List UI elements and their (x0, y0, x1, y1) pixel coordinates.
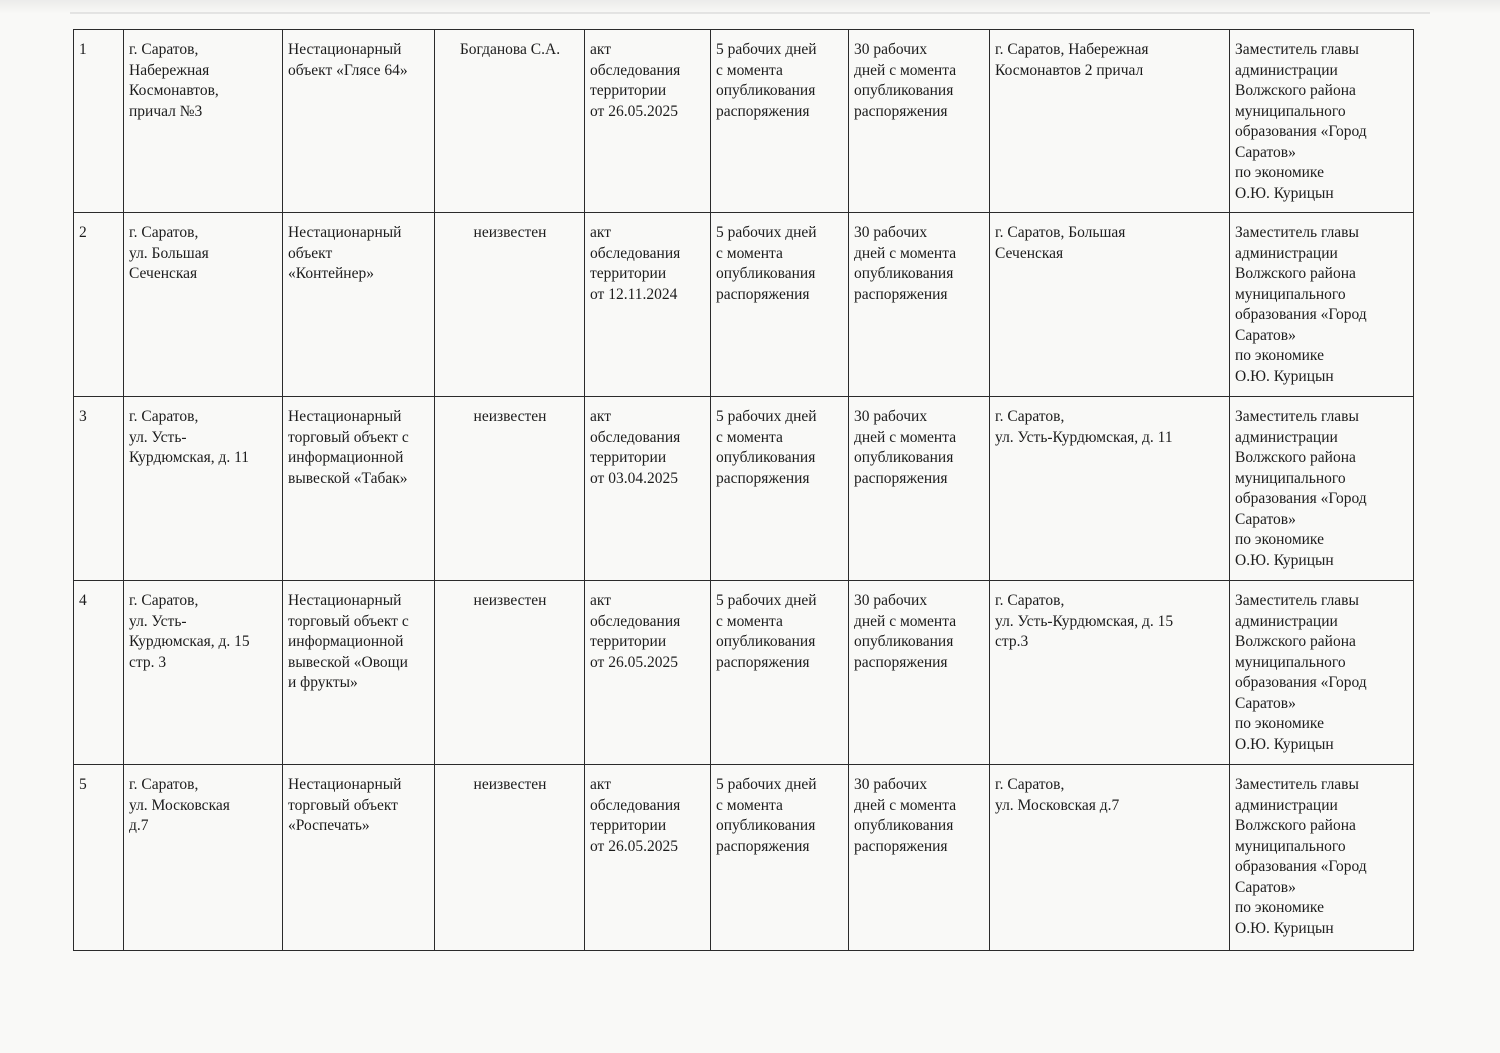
cell-term-removal (849, 213, 990, 397)
cell-location (124, 765, 283, 951)
cell-responsible (1230, 30, 1414, 213)
cell-location (124, 213, 283, 397)
text-line: дней с момента (854, 244, 957, 262)
text-line: ул. Усть-Курдюмская, д. 15 (995, 612, 1174, 630)
cell-basis (585, 213, 711, 397)
text-line: муниципального (1235, 102, 1346, 120)
text-line: информационной (288, 449, 404, 466)
text-line: с момента (716, 428, 783, 446)
text-line: по экономике (1235, 531, 1324, 548)
table-row (74, 581, 1414, 765)
text-line: территории (590, 817, 667, 834)
table-body (74, 30, 1414, 951)
text-line: территории (590, 449, 667, 466)
text-line: от 26.05.2025 (590, 653, 678, 671)
cell-responsible (1230, 581, 1414, 765)
cell-term-voluntary (711, 213, 849, 397)
text-line: от 26.05.2025 (590, 102, 678, 120)
text-line: ул. Московская д.7 (995, 796, 1120, 814)
text-line: по экономике (1235, 164, 1324, 181)
text-line: г. Саратов, (129, 592, 199, 609)
text-line: распоряжения (854, 837, 948, 855)
cell-responsible (1230, 397, 1414, 581)
text-line: торговый объект с (288, 428, 409, 446)
cell-object (283, 765, 435, 951)
cell-term-removal (849, 30, 990, 213)
cell-location (124, 397, 283, 581)
text-line: распоряжения (854, 469, 948, 487)
text-line: администрации (1235, 244, 1338, 262)
text-line: вывеской «Овощи (288, 653, 408, 671)
cell-storage-location (990, 30, 1230, 213)
text-line: Заместитель главы (1235, 41, 1359, 58)
text-line: ул. Усть- (129, 428, 187, 446)
text-line: администрации (1235, 61, 1338, 79)
text-line: 5 рабочих дней (716, 224, 817, 241)
text-line: опубликования (854, 82, 954, 99)
cell-number: 1 (74, 30, 124, 213)
text-line: дней с момента (854, 612, 957, 630)
text-line: администрации (1235, 796, 1338, 814)
cell-storage-location (990, 397, 1230, 581)
cell-basis (585, 765, 711, 951)
text-line: образования «Город (1235, 123, 1367, 140)
text-line: Нестационарный (288, 592, 402, 609)
text-line: Волжского района (1235, 817, 1356, 834)
text-line: от 26.05.2025 (590, 837, 678, 855)
text-line: Саратов» (1235, 510, 1296, 528)
text-line: торговый объект с (288, 612, 409, 630)
text-line: д.7 (129, 817, 149, 834)
text-line: дней с момента (854, 428, 957, 446)
text-line: Нестационарный (288, 41, 402, 58)
text-line: с момента (716, 244, 783, 262)
text-line: причал №3 (129, 102, 203, 120)
cell-term-removal (849, 765, 990, 951)
text-line: Набережная (129, 61, 210, 79)
text-line: Нестационарный (288, 776, 402, 793)
text-line: опубликования (716, 82, 816, 99)
text-line: акт (590, 408, 611, 425)
text-line: Заместитель главы (1235, 224, 1359, 241)
text-line: Курдюмская, д. 15 (129, 633, 250, 650)
objects-register-table (73, 29, 1414, 951)
text-line: вывеской «Табак» (288, 469, 408, 487)
text-line: опубликования (716, 265, 816, 282)
scan-artifact-line (70, 12, 1430, 14)
text-line: 5 рабочих дней (716, 408, 817, 425)
text-line: распоряжения (716, 837, 810, 855)
cell-term-voluntary (711, 581, 849, 765)
cell-number: 5 (74, 765, 124, 951)
text-line: «Роспечать» (288, 817, 370, 834)
text-line: 30 рабочих (854, 776, 928, 793)
text-line: территории (590, 633, 667, 650)
text-line: обследования (590, 244, 681, 262)
text-line: распоряжения (854, 285, 948, 303)
text-line: информационной (288, 633, 404, 650)
text-line: Волжского района (1235, 633, 1356, 650)
table-row (74, 397, 1414, 581)
cell-number: 3 (74, 397, 124, 581)
text-line: опубликования (854, 633, 954, 650)
text-line: с момента (716, 61, 783, 79)
text-line: муниципального (1235, 653, 1346, 671)
text-line: и фрукты» (288, 674, 358, 691)
text-line: распоряжения (854, 102, 948, 120)
text-line: Волжского района (1235, 449, 1356, 466)
text-line: Волжского района (1235, 82, 1356, 99)
text-line: ул. Усть-Курдюмская, д. 11 (995, 428, 1173, 446)
text-line: 30 рабочих (854, 592, 928, 609)
text-line: распоряжения (716, 285, 810, 303)
text-line: Заместитель главы (1235, 776, 1359, 793)
text-line: ул. Усть- (129, 612, 187, 630)
text-line: распоряжения (716, 102, 810, 120)
table-row (74, 213, 1414, 397)
text-line: муниципального (1235, 285, 1346, 303)
text-line: с момента (716, 612, 783, 630)
text-line: образования «Город (1235, 306, 1367, 323)
cell-basis (585, 581, 711, 765)
text-line: распоряжения (716, 469, 810, 487)
text-line: обследования (590, 428, 681, 446)
text-line: 5 рабочих дней (716, 776, 817, 793)
text-line: г. Саратов, (129, 41, 199, 58)
cell-owner: неизвестен (435, 397, 585, 581)
text-line: по экономике (1235, 899, 1324, 916)
text-line: обследования (590, 612, 681, 630)
text-line: по экономике (1235, 347, 1324, 364)
cell-location (124, 30, 283, 213)
table-row (74, 765, 1414, 951)
text-line: образования «Город (1235, 490, 1367, 507)
table-row (74, 30, 1414, 213)
text-line: распоряжения (854, 653, 948, 671)
text-line: администрации (1235, 428, 1338, 446)
cell-term-removal (849, 581, 990, 765)
text-line: Сеченская (995, 244, 1064, 262)
text-line: О.Ю. Курицын (1235, 551, 1334, 569)
text-line: территории (590, 265, 667, 282)
text-line: Космонавтов 2 причал (995, 61, 1144, 79)
text-line: образования «Город (1235, 674, 1367, 691)
text-line: г. Саратов, (129, 408, 199, 425)
text-line: администрации (1235, 612, 1338, 630)
text-line: О.Ю. Курицын (1235, 919, 1334, 937)
text-line: объект (288, 244, 333, 262)
text-line: опубликования (854, 449, 954, 466)
cell-location (124, 581, 283, 765)
text-line: г. Саратов, Набережная (995, 41, 1149, 58)
text-line: Саратов» (1235, 694, 1296, 712)
cell-term-voluntary (711, 397, 849, 581)
text-line: распоряжения (716, 653, 810, 671)
text-line: муниципального (1235, 837, 1346, 855)
text-line: от 03.04.2025 (590, 469, 678, 487)
text-line: дней с момента (854, 61, 957, 79)
text-line: опубликования (716, 817, 816, 834)
text-line: ул. Большая (129, 244, 209, 262)
text-line: торговый объект (288, 796, 398, 814)
cell-storage-location (990, 213, 1230, 397)
cell-owner: Богданова С.А. (435, 30, 585, 213)
cell-object (283, 581, 435, 765)
text-line: г. Саратов, (129, 776, 199, 793)
text-line: О.Ю. Курицын (1235, 367, 1334, 385)
text-line: акт (590, 224, 611, 241)
text-line: Саратов» (1235, 878, 1296, 896)
text-line: 30 рабочих (854, 224, 928, 241)
text-line: Заместитель главы (1235, 408, 1359, 425)
text-line: 30 рабочих (854, 41, 928, 58)
cell-term-removal (849, 397, 990, 581)
text-line: Саратов» (1235, 326, 1296, 344)
text-line: «Контейнер» (288, 265, 374, 282)
text-line: Нестационарный (288, 408, 402, 425)
text-line: опубликования (716, 633, 816, 650)
text-line: г. Саратов, Большая (995, 224, 1126, 241)
text-line: 5 рабочих дней (716, 592, 817, 609)
text-line: обследования (590, 61, 681, 79)
text-line: с момента (716, 796, 783, 814)
text-line: образования «Город (1235, 858, 1367, 875)
cell-storage-location (990, 765, 1230, 951)
text-line: стр. 3 (129, 653, 167, 671)
text-line: стр.3 (995, 633, 1029, 650)
cell-number: 4 (74, 581, 124, 765)
text-line: акт (590, 592, 611, 609)
text-line: территории (590, 82, 667, 99)
text-line: Саратов» (1235, 143, 1296, 161)
cell-storage-location (990, 581, 1230, 765)
text-line: Курдюмская, д. 11 (129, 449, 250, 466)
text-line: опубликования (854, 817, 954, 834)
cell-object (283, 213, 435, 397)
text-line: опубликования (716, 449, 816, 466)
text-line: муниципального (1235, 469, 1346, 487)
cell-responsible (1230, 765, 1414, 951)
text-line: акт (590, 776, 611, 793)
text-line: акт (590, 41, 611, 58)
cell-owner: неизвестен (435, 581, 585, 765)
text-line: г. Саратов, (995, 776, 1065, 793)
text-line: г. Саратов, (995, 592, 1065, 609)
cell-term-voluntary (711, 765, 849, 951)
text-line: 5 рабочих дней (716, 41, 817, 58)
cell-basis (585, 30, 711, 213)
text-line: г. Саратов, (129, 224, 199, 241)
cell-number: 2 (74, 213, 124, 397)
text-line: О.Ю. Курицын (1235, 735, 1334, 753)
text-line: Волжского района (1235, 265, 1356, 282)
text-line: О.Ю. Курицын (1235, 184, 1334, 202)
cell-owner: неизвестен (435, 765, 585, 951)
text-line: по экономике (1235, 715, 1324, 732)
cell-responsible (1230, 213, 1414, 397)
text-line: опубликования (854, 265, 954, 282)
cell-basis (585, 397, 711, 581)
text-line: Заместитель главы (1235, 592, 1359, 609)
text-line: объект «Глясе 64» (288, 61, 408, 79)
text-line: 30 рабочих (854, 408, 928, 425)
text-line: Сеченская (129, 265, 198, 282)
text-line: ул. Московская (129, 796, 230, 814)
text-line: г. Саратов, (995, 408, 1065, 425)
cell-term-voluntary (711, 30, 849, 213)
text-line: Нестационарный (288, 224, 402, 241)
cell-object (283, 30, 435, 213)
text-line: Космонавтов, (129, 82, 219, 99)
text-line: от 12.11.2024 (590, 285, 678, 303)
text-line: дней с момента (854, 796, 957, 814)
cell-owner: неизвестен (435, 213, 585, 397)
text-line: обследования (590, 796, 681, 814)
cell-object (283, 397, 435, 581)
